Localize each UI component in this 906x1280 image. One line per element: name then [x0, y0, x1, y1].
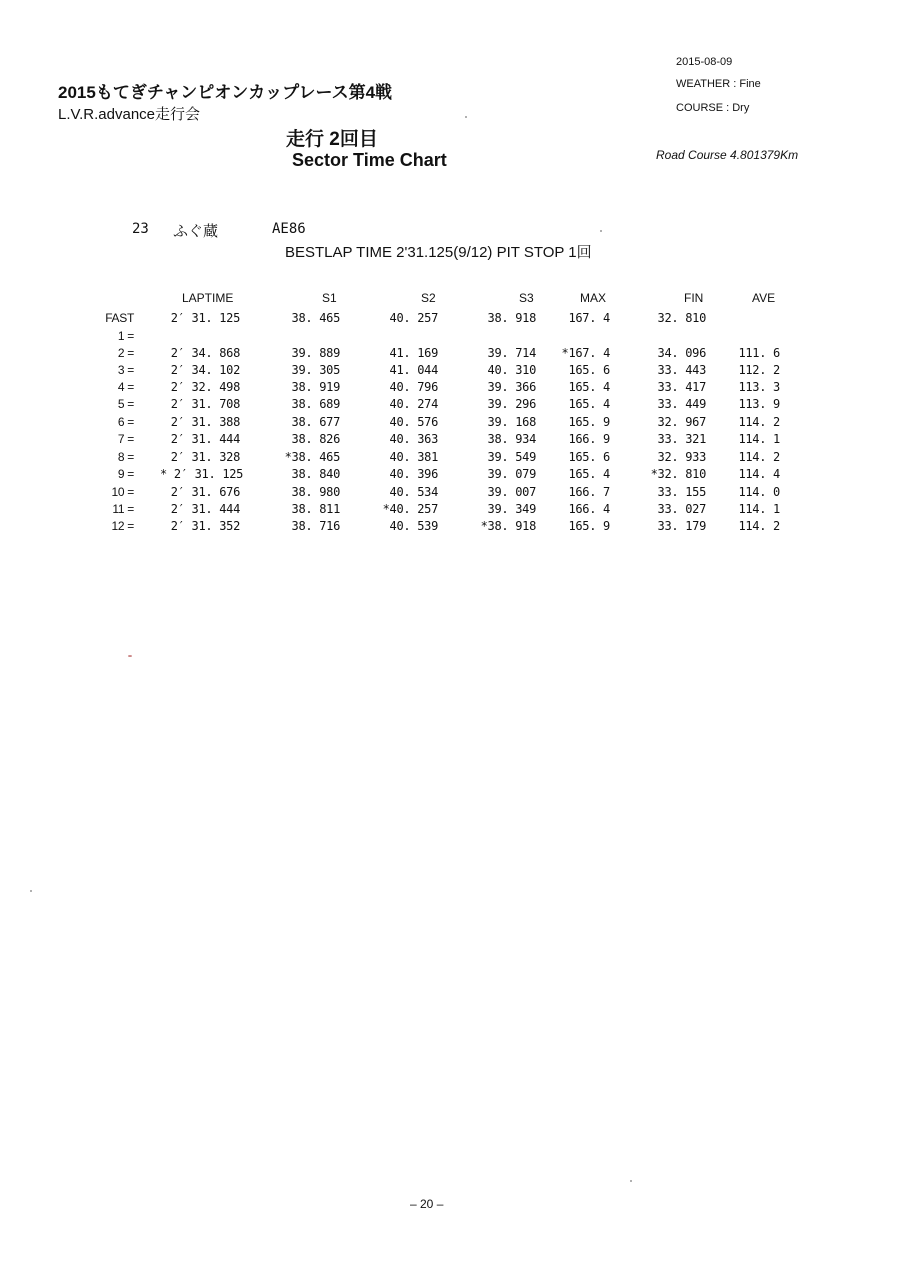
- cell-max: 165. 6: [568, 363, 610, 377]
- cell-fin: 33. 155: [657, 485, 706, 499]
- cell-laptime: 2′ 31. 388: [170, 415, 240, 429]
- column-header-max: MAX: [580, 291, 607, 305]
- cell-max: 166. 9: [568, 432, 610, 446]
- car-number: 23: [132, 221, 149, 237]
- cell-label: 8 =: [117, 450, 134, 464]
- cell-max: 166. 7: [568, 485, 610, 499]
- cell-max: 165. 4: [568, 397, 610, 411]
- scan-speck: [128, 655, 132, 657]
- cell-label: 6 =: [117, 415, 134, 429]
- course-condition: COURSE : Dry: [676, 102, 750, 114]
- cell-fin: 33. 027: [657, 502, 706, 516]
- cell-laptime: 2′ 31. 352: [170, 519, 240, 533]
- page-number: – 20 –: [410, 1197, 444, 1211]
- cell-fin: 33. 449: [657, 397, 706, 411]
- cell-laptime: 2′ 31. 444: [170, 432, 240, 446]
- cell-s2: 40. 534: [389, 485, 438, 499]
- cell-ave: 112. 2: [738, 363, 780, 377]
- chart-title: Sector Time Chart: [292, 150, 447, 170]
- cell-label: 1 =: [117, 329, 134, 343]
- cell-s3: 39. 296: [487, 397, 536, 411]
- cell-s2: *40. 257: [382, 502, 438, 516]
- event-subtitle: L.V.R.advance走行会: [58, 106, 201, 123]
- cell-max: 165. 4: [568, 380, 610, 394]
- cell-label: 11 =: [112, 502, 134, 516]
- cell-laptime: 2′ 31. 708: [170, 397, 240, 411]
- cell-s2: 41. 169: [389, 346, 438, 360]
- cell-s2: 40. 257: [389, 311, 438, 325]
- cell-s1: 38. 840: [291, 467, 340, 481]
- cell-max: 166. 4: [568, 502, 610, 516]
- cell-fin: 33. 443: [657, 363, 706, 377]
- cell-fin: 32. 933: [657, 450, 706, 464]
- cell-laptime: 2′ 31. 125: [170, 311, 240, 325]
- cell-laptime: 2′ 31. 328: [170, 450, 240, 464]
- cell-s1: 38. 980: [291, 485, 340, 499]
- cell-s3: 39. 168: [487, 415, 536, 429]
- scan-speck: [30, 890, 32, 892]
- cell-ave: 114. 1: [738, 502, 780, 516]
- cell-s1: 38. 811: [291, 502, 340, 516]
- cell-laptime: 2′ 34. 102: [170, 363, 240, 377]
- cell-label: 12 =: [111, 519, 134, 533]
- column-header-laptime: LAPTIME: [182, 291, 234, 305]
- cell-s3: 39. 366: [487, 380, 536, 394]
- cell-fin: 32. 967: [657, 415, 706, 429]
- cell-s3: 39. 549: [487, 450, 536, 464]
- cell-s3: 38. 934: [487, 432, 536, 446]
- car-model: AE86: [272, 221, 306, 237]
- cell-s2: 40. 796: [389, 380, 438, 394]
- cell-s3: 38. 918: [487, 311, 536, 325]
- cell-s1: 38. 826: [291, 432, 340, 446]
- cell-ave: 114. 0: [738, 485, 780, 499]
- cell-s1: 39. 305: [291, 363, 340, 377]
- cell-fin: 34. 096: [657, 346, 706, 360]
- cell-fin: 33. 321: [657, 432, 706, 446]
- cell-fin: 33. 417: [657, 380, 706, 394]
- cell-fin: *32. 810: [650, 467, 706, 481]
- cell-s1: 39. 889: [291, 346, 340, 360]
- cell-ave: 113. 9: [738, 397, 780, 411]
- session-label: 走行 2回目: [286, 129, 378, 150]
- cell-s1: 38. 716: [291, 519, 340, 533]
- scan-speck: [465, 116, 467, 118]
- cell-s2: 40. 539: [389, 519, 438, 533]
- cell-ave: 114. 2: [738, 450, 780, 464]
- cell-laptime: 2′ 34. 868: [170, 346, 240, 360]
- cell-s1: 38. 465: [291, 311, 340, 325]
- cell-max: 165. 9: [568, 415, 610, 429]
- cell-s2: 41. 044: [389, 363, 438, 377]
- cell-label: 7 =: [117, 432, 134, 446]
- cell-label: FAST: [105, 311, 134, 325]
- cell-s2: 40. 576: [389, 415, 438, 429]
- cell-ave: 113. 3: [738, 380, 780, 394]
- column-header-ave: AVE: [752, 291, 776, 305]
- cell-s3: 39. 714: [487, 346, 536, 360]
- road-course-length: Road Course 4.801379Km: [656, 148, 799, 162]
- cell-label: 10 =: [111, 485, 134, 499]
- cell-ave: 114. 2: [738, 415, 780, 429]
- cell-s2: 40. 274: [389, 397, 438, 411]
- cell-s1: 38. 689: [291, 397, 340, 411]
- cell-label: 9 =: [117, 467, 134, 481]
- cell-s3: 39. 079: [487, 467, 536, 481]
- cell-laptime: 2′ 31. 676: [170, 485, 240, 499]
- cell-max: 165. 9: [568, 519, 610, 533]
- cell-s1: 38. 919: [291, 380, 340, 394]
- cell-laptime: * 2′ 31. 125: [160, 467, 244, 481]
- cell-label: 4 =: [117, 380, 134, 394]
- driver-name: ふぐ蔵: [173, 223, 219, 240]
- cell-ave: 114. 1: [738, 432, 780, 446]
- cell-laptime: 2′ 31. 444: [170, 502, 240, 516]
- cell-s3: 39. 007: [487, 485, 536, 499]
- cell-label: 3 =: [117, 363, 134, 377]
- cell-s1: 38. 677: [291, 415, 340, 429]
- cell-fin: 33. 179: [657, 519, 706, 533]
- cell-max: 165. 6: [568, 450, 610, 464]
- cell-s2: 40. 381: [389, 450, 438, 464]
- cell-s3: *38. 918: [480, 519, 536, 533]
- cell-max: 165. 4: [568, 467, 610, 481]
- weather-info: WEATHER : Fine: [676, 78, 761, 90]
- cell-label: 2 =: [117, 346, 134, 360]
- cell-laptime: 2′ 32. 498: [170, 380, 240, 394]
- column-header-s2: S2: [421, 291, 436, 305]
- column-header-s1: S1: [322, 291, 337, 305]
- cell-s2: 40. 363: [389, 432, 438, 446]
- bestlap-summary: BESTLAP TIME 2'31.125(9/12) PIT STOP 1回: [285, 244, 592, 261]
- race-title: 2015もてぎチャンピオンカップレース第4戦: [58, 83, 393, 102]
- event-date: 2015-08-09: [676, 56, 733, 68]
- scan-speck: [630, 1180, 632, 1182]
- cell-s3: 39. 349: [487, 502, 536, 516]
- cell-max: 167. 4: [568, 311, 610, 325]
- cell-ave: 111. 6: [738, 346, 780, 360]
- cell-s3: 40. 310: [487, 363, 536, 377]
- cell-s1: *38. 465: [284, 450, 340, 464]
- cell-s2: 40. 396: [389, 467, 438, 481]
- cell-ave: 114. 2: [738, 519, 780, 533]
- cell-fin: 32. 810: [657, 311, 706, 325]
- column-header-s3: S3: [519, 291, 534, 305]
- scan-speck: [600, 230, 602, 232]
- column-header-fin: FIN: [684, 291, 704, 305]
- cell-label: 5 =: [117, 397, 134, 411]
- cell-max: *167. 4: [561, 346, 610, 360]
- cell-ave: 114. 4: [738, 467, 780, 481]
